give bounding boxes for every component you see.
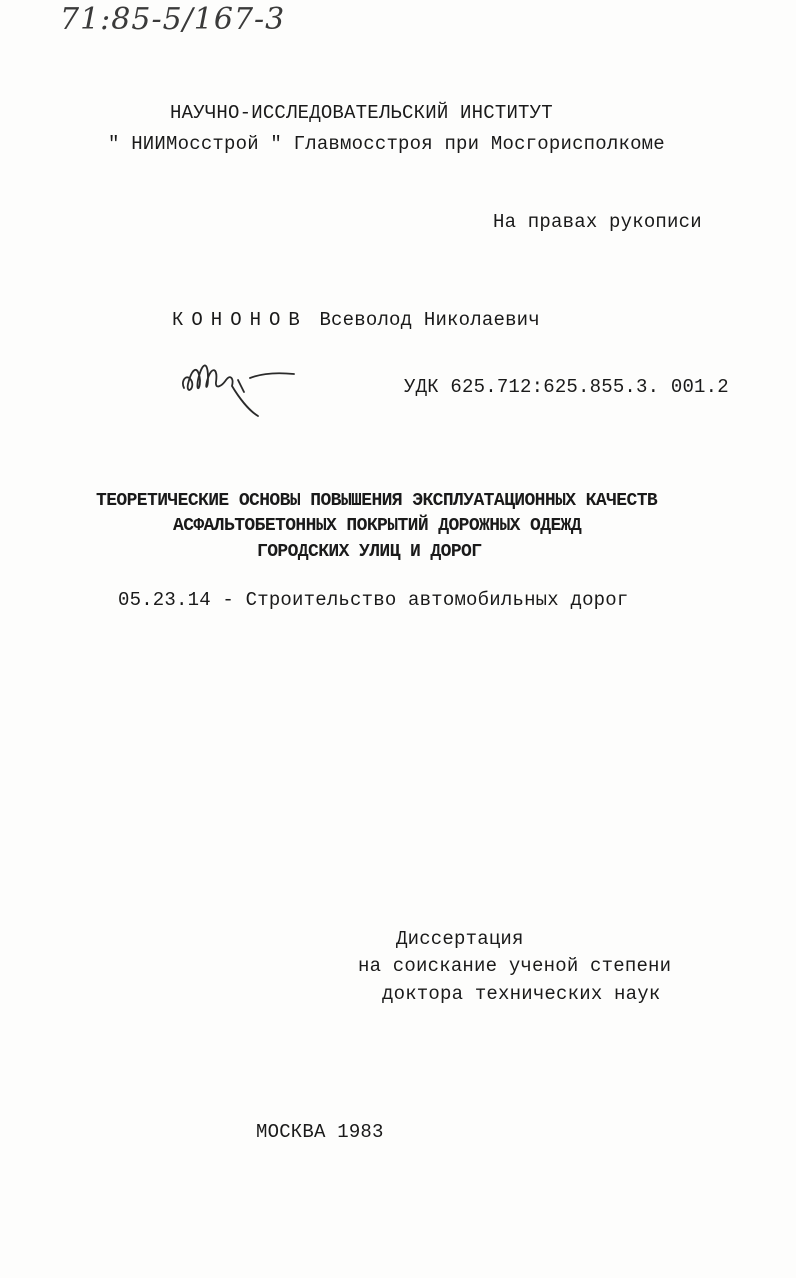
- degree-line-1: Диссертация: [396, 928, 524, 950]
- place-and-year: МОСКВА 1983: [256, 1121, 384, 1143]
- title-line-1: ТЕОРЕТИЧЕСКИЕ ОСНОВЫ ПОВЫШЕНИЯ ЭКСПЛУАТАЦИОННЫХ КАЧЕСТВ: [96, 491, 658, 511]
- institute-name: НАУЧНО-ИССЛЕДОВАТЕЛЬСКИЙ ИНСТИТУТ: [170, 102, 553, 124]
- title-line-2: АСФАЛЬТОБЕТОННЫХ ПОКРЫТИЙ ДОРОЖНЫХ ОДЕЖД: [173, 516, 582, 536]
- handwritten-archive-number: 71:85-5/167-3: [60, 2, 286, 37]
- manuscript-rights-note: На правах рукописи: [493, 211, 702, 233]
- author-signature: [178, 350, 298, 420]
- degree-line-2: на соискание ученой степени: [358, 955, 672, 977]
- author-surname: КОНОНОВ: [172, 309, 308, 331]
- udk-code: УДК 625.712:625.855.3. 001.2: [404, 376, 729, 398]
- specialty-code: 05.23.14 - Строительство автомобильных дорог: [118, 589, 629, 611]
- institute-affiliation: " НИИМосстрой " Главмосстроя при Мосгорисполкоме: [108, 133, 665, 155]
- degree-line-3: доктора технических наук: [382, 983, 661, 1005]
- author-given-names: Всеволод Николаевич: [319, 309, 540, 331]
- author-line: [172, 309, 540, 331]
- title-line-3: ГОРОДСКИХ УЛИЦ И ДОРОГ: [257, 542, 482, 562]
